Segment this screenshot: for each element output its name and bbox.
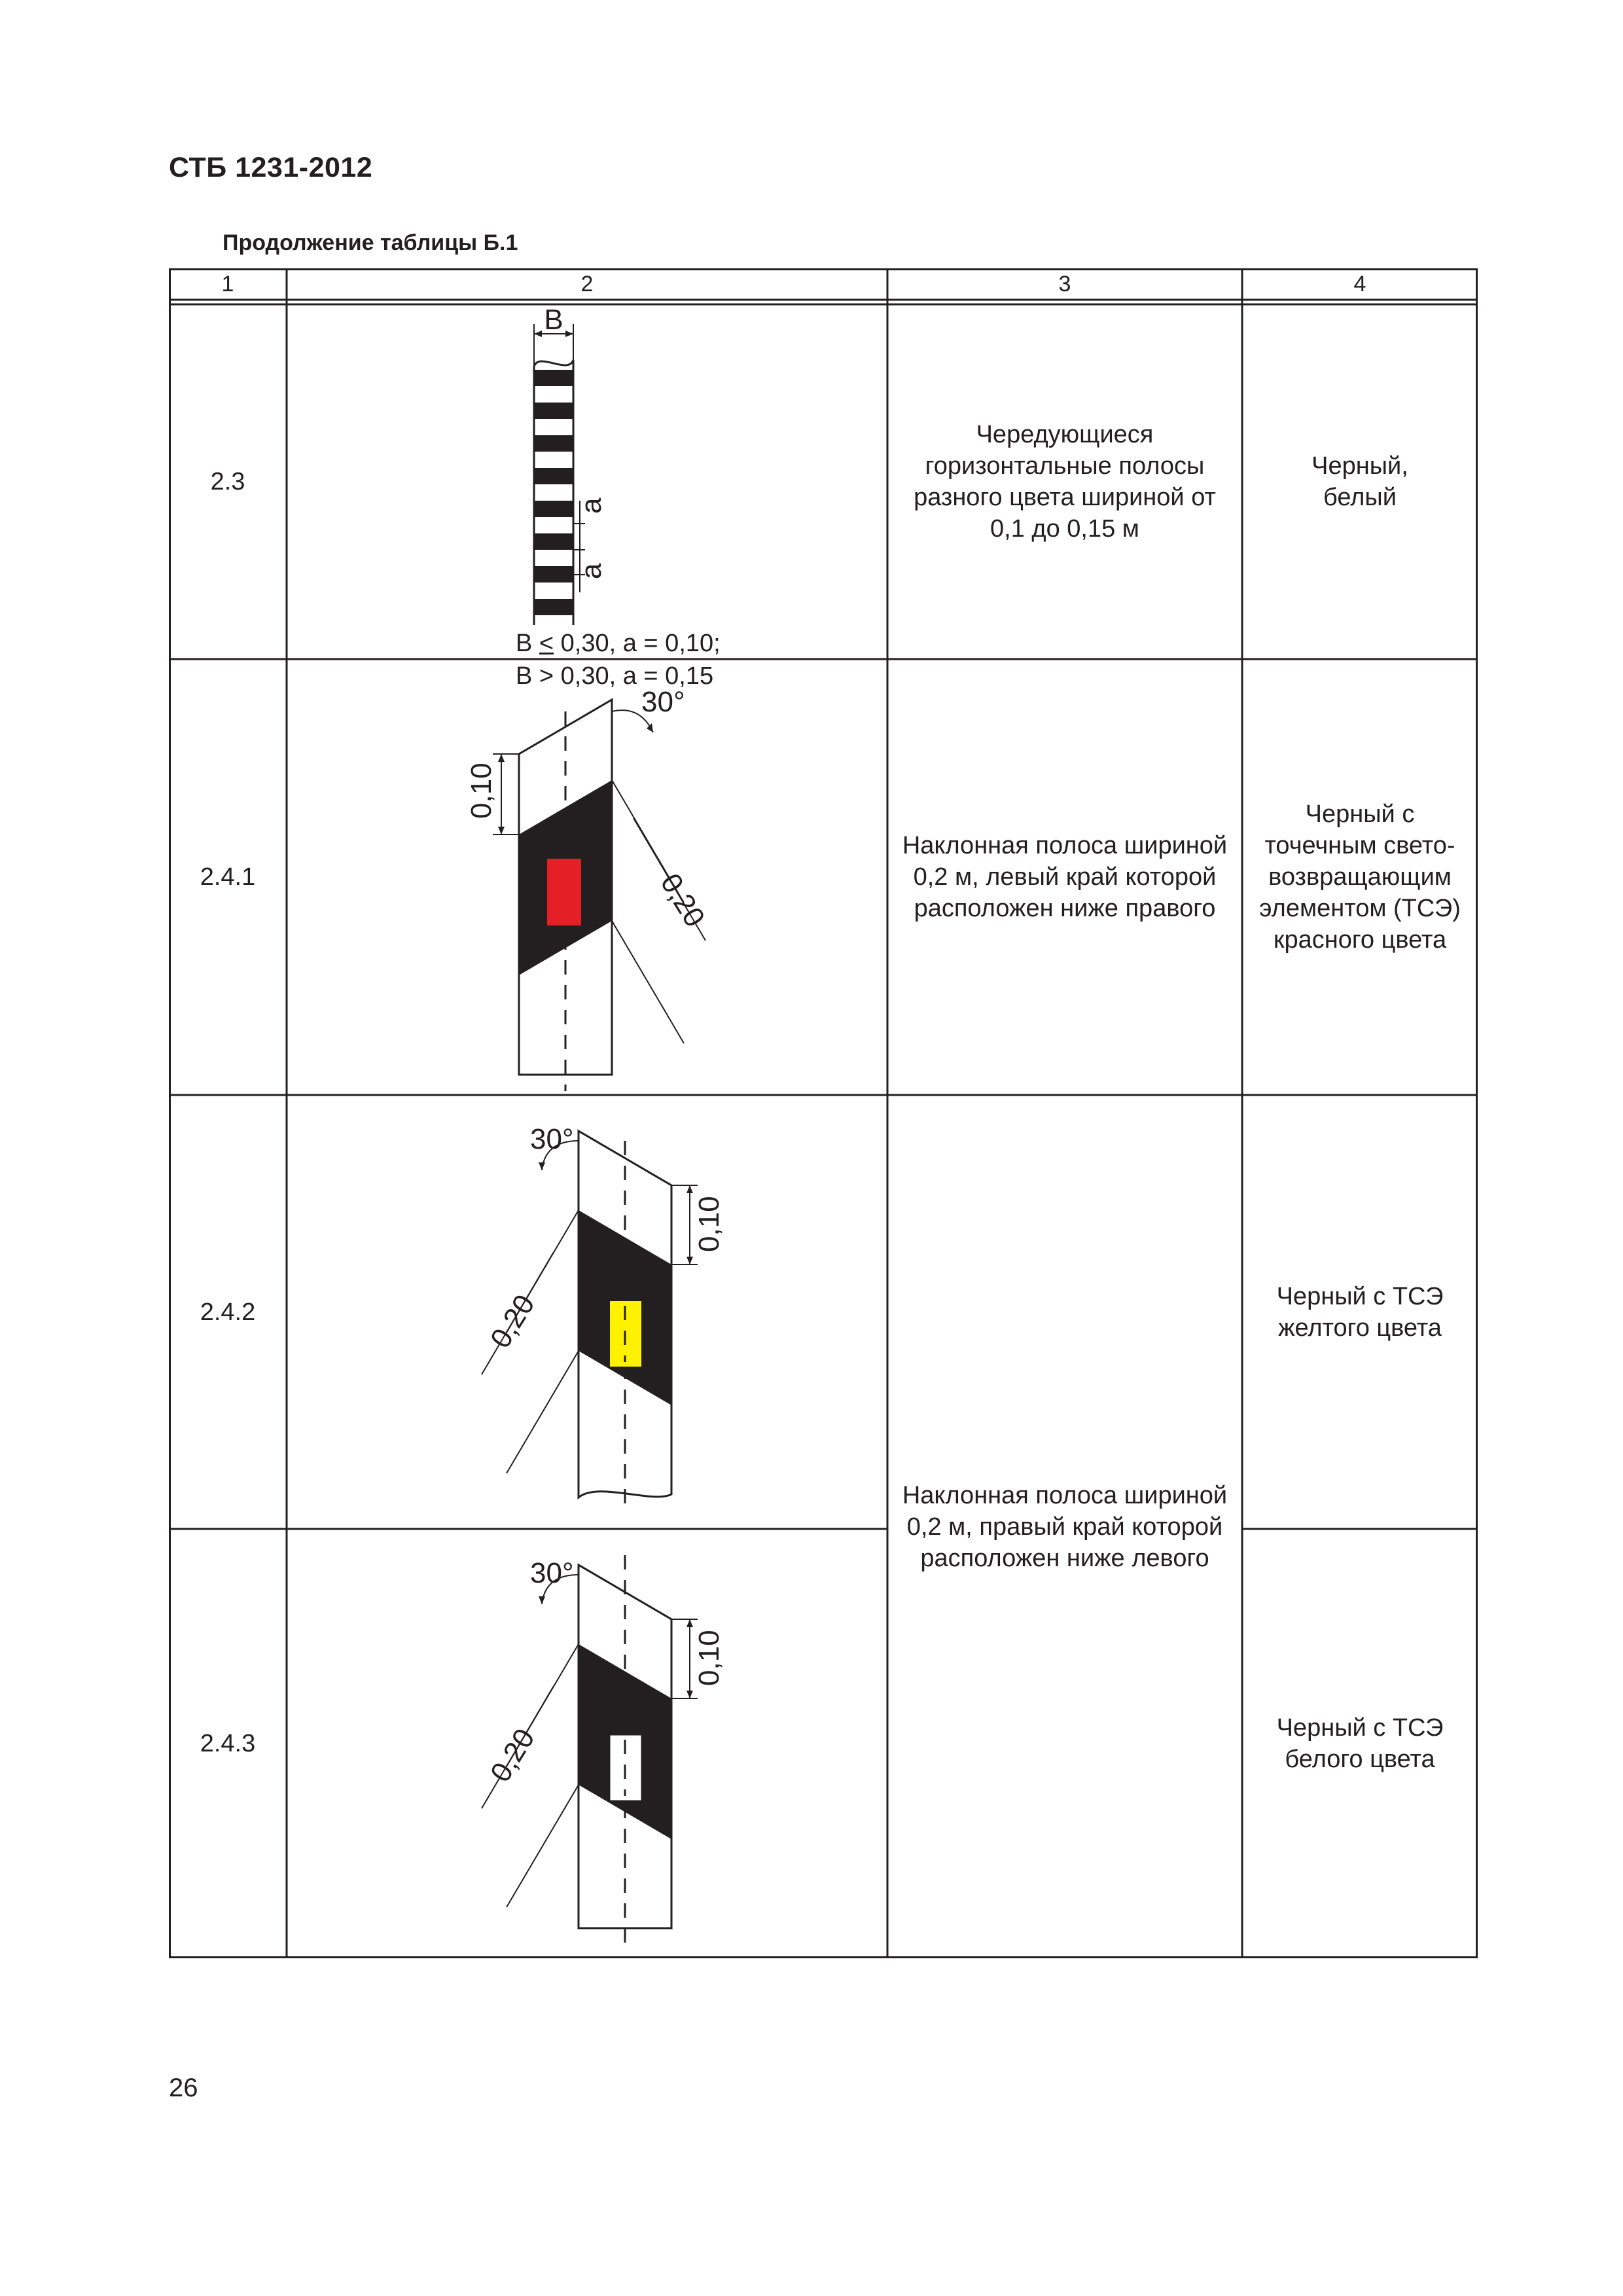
color-2-4-2: Черный с ТСЭ желтого цвета <box>1276 1282 1444 1342</box>
less-or-equal-sign: < <box>539 630 554 657</box>
black-stripe <box>534 533 573 550</box>
color-2-4-3: Черный с ТСЭ белого цвета <box>1276 1714 1444 1773</box>
table-caption: Продолжение таблицы Б.1 <box>223 230 518 255</box>
row-number-2-4-2: 2.4.2 <box>200 1298 256 1326</box>
color-2-4-1: Черный с точечным свето-возвращающим элементом (ТСЭ) красного цвета <box>1259 800 1461 954</box>
black-stripe <box>534 468 573 484</box>
formula-line-1: B < 0,30, a = 0,10; <box>516 630 721 657</box>
band-dimension-label: 0,20 <box>484 1289 541 1354</box>
offset-dimension-label: 0,10 <box>693 1196 725 1252</box>
row-number-2-4-3: 2.4.3 <box>200 1730 256 1757</box>
band-dimension-label: 0,20 <box>654 868 711 933</box>
drawing-striped-post <box>287 304 887 690</box>
dimension-width-label: B <box>544 304 563 336</box>
drawing-post-right-low-yellow <box>287 1095 887 1529</box>
row-number-2-3: 2.3 <box>210 468 245 495</box>
document-code: СТБ 1231-2012 <box>169 152 373 183</box>
drawing-post-right-low-white <box>287 1529 887 1958</box>
description-2-4-1: Наклонная полоса шириной 0,2 м, левый край которой расположен ниже правого <box>902 832 1228 922</box>
drawing-post-left-low <box>287 659 887 1095</box>
column-header-4: 4 <box>1353 272 1366 296</box>
description-2-3: Чередующиеся горизонтальные полосы разного цвета шириной от 0,1 до 0,15 м <box>914 421 1216 543</box>
column-header-3: 3 <box>1058 272 1071 296</box>
table <box>169 268 1478 1958</box>
black-stripe <box>534 566 573 583</box>
column-header-2: 2 <box>580 272 594 296</box>
offset-dimension-label: 0,10 <box>465 762 497 819</box>
page-number: 26 <box>169 2073 198 2102</box>
color-2-3: Черный, белый <box>1311 452 1408 511</box>
row-number-2-4-1: 2.4.1 <box>200 863 256 891</box>
black-stripe <box>534 501 573 517</box>
black-stripe <box>534 435 573 452</box>
dimension-a-upper-label: a <box>575 497 607 514</box>
black-stripe <box>534 403 573 419</box>
angle-label: 30° <box>530 1557 574 1589</box>
black-stripe <box>534 370 573 386</box>
black-stripe <box>534 599 573 615</box>
column-header-1: 1 <box>221 272 234 296</box>
offset-dimension-label: 0,10 <box>693 1630 725 1686</box>
post-top-break-line <box>534 360 573 367</box>
description-2-4-2-and-2-4-3: Наклонная полоса шириной 0,2 м, правый край которой расположен ниже левого <box>902 1481 1228 1572</box>
formula-line-2: B > 0,30, a = 0,15 <box>516 662 714 690</box>
angle-label: 30° <box>641 686 685 718</box>
band-dimension-label: 0,20 <box>484 1723 541 1788</box>
angle-label: 30° <box>530 1123 574 1155</box>
dimension-a-lower-label: a <box>575 563 607 579</box>
reflector-element <box>547 859 581 925</box>
